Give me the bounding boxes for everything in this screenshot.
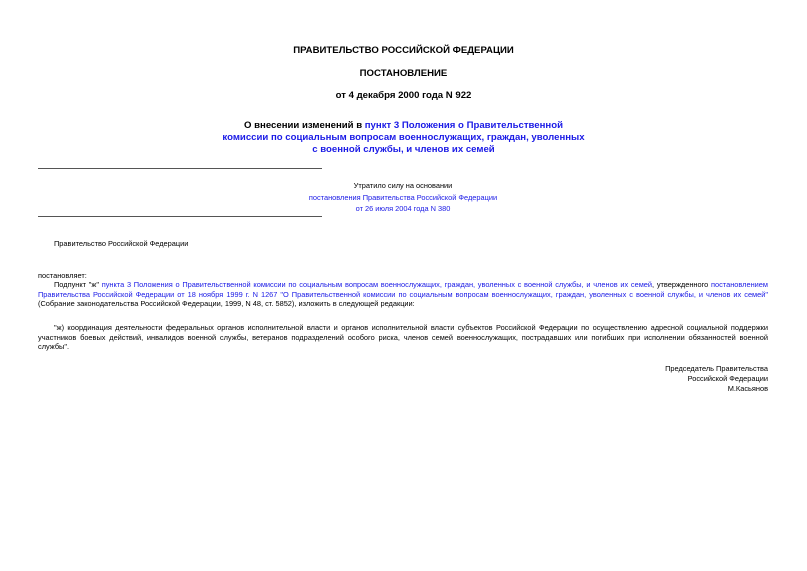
p1-end: (Собрание законодательства Российской Федерации, 1999, N 48, ст. 5852), изложить в следующей редакции: — [38, 299, 415, 309]
status-link-date[interactable]: от 26 июля 2004 года N 380 — [355, 204, 451, 213]
document-type: ПОСТАНОВЛЕНИЕ — [359, 68, 448, 79]
government-heading: ПРАВИТЕЛЬСТВО РОССИЙСКОЙ ФЕДЕРАЦИИ — [293, 45, 514, 56]
title-line-2[interactable]: комиссии по социальным вопросам военнослужащих, граждан, уволенных — [222, 132, 585, 143]
signature-name: М.Касьянов — [727, 384, 768, 393]
paragraph-amendment — [38, 280, 768, 309]
issuer: Правительство Российской Федерации — [54, 239, 189, 248]
paragraph-new-wording: "ж) координация деятельности федеральных органов исполнительной власти и органов исполнительной власти субъектов Российской Федерации по осуществлению адресной социальной поддержки участников боевых действий, инвалидов военной службы, ветеранов подразделений особого риска, членов семей военнослужащих, пострадавших или погибших при исполнении обязанностей военной службы". — [38, 323, 768, 352]
p1-mid: , утвержденного — [652, 280, 711, 289]
title-line-3[interactable]: с военной службы, и членов их семей — [312, 144, 495, 155]
resolves-text: постановляет: — [38, 271, 87, 280]
divider-bottom — [38, 216, 322, 217]
signature-block — [665, 364, 768, 394]
document-title — [0, 120, 807, 156]
divider-top — [38, 168, 322, 169]
link-clause-3[interactable]: пункта 3 Положения о Правительственной комиссии по социальным вопросам военнослужащих, граждан, уволенных с военной службы, и членов их семей — [101, 280, 653, 289]
link-decree-1267[interactable]: постановлением Правительства Российской Федерации от 18 ноября 1999 г. N 1267 "О Правительственной комиссии по социальным вопросам военнослужащих, граждан, уволенных с военной службы, и членов их семей" — [38, 280, 768, 299]
title-link-clause3[interactable]: пункт 3 Положения о Правительственной — [364, 120, 563, 131]
status-link-decree[interactable]: постановления Правительства Российской Федерации — [308, 192, 498, 202]
document-date-number: от 4 декабря 2000 года N 922 — [335, 90, 472, 101]
title-prefix: О внесении изменений в — [244, 120, 365, 131]
status-line-1: Утратило силу на основании — [353, 181, 453, 190]
p1-start: Подпункт "ж" — [54, 280, 102, 289]
signature-line-1: Председатель Правительства — [665, 364, 768, 373]
status-note — [287, 180, 519, 215]
signature-line-2: Российской Федерации — [687, 374, 768, 383]
